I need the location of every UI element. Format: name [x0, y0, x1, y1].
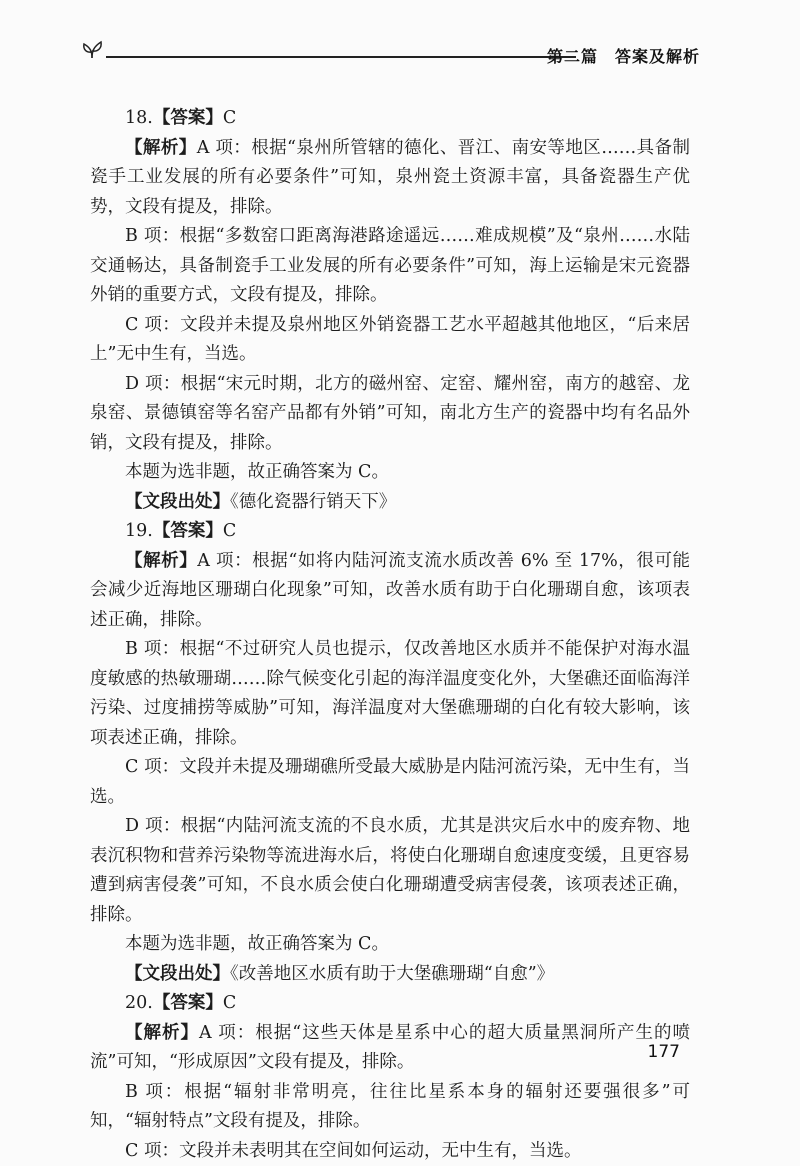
q19-number: 19.: [125, 521, 153, 541]
q20-analysis-a: [90, 1019, 690, 1078]
q18-answer: C: [223, 108, 236, 128]
page-header: [80, 36, 700, 76]
q20-option-b: B 项：根据“辐射非常明亮，往往比星系本身的辐射还要强很多”可知，“辐射特点”文段有提及，排除。: [90, 1078, 690, 1137]
q19-source: 《改善地区水质有助于大堡礁珊瑚“自愈”》: [230, 964, 554, 984]
q18-option-d: D 项：根据“宋元时期，北方的磁州窑、定窑、耀州窑，南方的越窑、龙泉窑、景德镇窑等名窑产品都有外销”可知，南北方生产的瓷器中均有名品外销，文段有提及，排除。: [90, 370, 690, 459]
q18-answer-label: 【答案】: [153, 108, 223, 128]
q19-answer: C: [223, 521, 236, 541]
q20-number: 20.: [125, 993, 153, 1013]
q20-option-c: C 项：文段并未表明其在空间如何运动，无中生有，当选。: [90, 1137, 690, 1166]
q18-analysis-a: [90, 134, 690, 223]
q19-answer-line: [90, 517, 690, 547]
q19-option-c: C 项：文段并未提及珊瑚礁所受最大威胁是内陆河流污染，无中生有，当选。: [90, 753, 690, 812]
answer-content: [90, 104, 690, 1166]
q19-option-b: B 项：根据“不过研究人员也提示，仅改善地区水质并不能保护对海水温度敏感的热敏珊瑚……除气候变化引起的海洋温度变化外，大堡礁还面临海洋污染、过度捕捞等威胁”可知，海洋温度对大堡礁珊瑚的白化有较大影响，该项表述正确，排除。: [90, 635, 690, 753]
q18-option-c: C 项：文段并未提及泉州地区外销瓷器工艺水平超越其他地区，“后来居上”无中生有，当选。: [90, 311, 690, 370]
q20-answer-line: [90, 989, 690, 1019]
q18-number: 18.: [125, 108, 153, 128]
header-rule: [106, 56, 576, 58]
q20-analysis-label: 【解析】: [125, 1023, 199, 1043]
q19-conclusion: 本题为选非题，故正确答案为 C。: [90, 930, 690, 960]
q20-option-a: A 项：根据“这些天体是星系中心的超大质量黑洞所产生的喷流”可知，“形成原因”文段有提及，排除。: [90, 1023, 690, 1073]
q18-source-line: [90, 488, 690, 518]
q19-option-a: A 项：根据“如将内陆河流支流水质改善 6% 至 17%，很可能会减少近海地区珊瑚白化现象”可知，改善水质有助于白化珊瑚自愈，该项表述正确，排除。: [90, 551, 690, 630]
q18-source: 《德化瓷器行销天下》: [230, 492, 396, 512]
q18-option-b: B 项：根据“多数窑口距离海港路途遥远……难成规模”及“泉州……水陆交通畅达，具备制瓷手工业发展的所有必要条件”可知，海上运输是宋元瓷器外销的重要方式，文段有提及，排除。: [90, 222, 690, 311]
q18-answer-line: [90, 104, 690, 134]
q18-source-label: 【文段出处】: [125, 492, 230, 512]
page-number: 177: [648, 1042, 680, 1062]
leaf-sprout-icon: [80, 38, 104, 60]
q20-answer: C: [223, 993, 236, 1013]
q19-answer-label: 【答案】: [153, 521, 223, 541]
q18-conclusion: 本题为选非题，故正确答案为 C。: [90, 458, 690, 488]
q19-analysis-a: [90, 547, 690, 636]
q20-answer-label: 【答案】: [153, 993, 223, 1013]
q19-analysis-label: 【解析】: [125, 551, 197, 571]
q18-option-a: A 项：根据“泉州所管辖的德化、晋江、南安等地区……具备制瓷手工业发展的所有必要条件”可知，泉州瓷土资源丰富，具备瓷器生产优势，文段有提及，排除。: [90, 138, 690, 217]
header-title: 第二篇 答案及解析: [547, 44, 700, 67]
q18-analysis-label: 【解析】: [125, 138, 197, 158]
q19-source-label: 【文段出处】: [125, 964, 230, 984]
q19-option-d: D 项：根据“内陆河流支流的不良水质，尤其是洪灾后水中的废弃物、地表沉积物和营养污染物等流进海水后，将使白化珊瑚自愈速度变缓，且更容易遭到病害侵袭”可知，不良水质会使白化珊瑚遭受病害侵袭，该项表述正确，排除。: [90, 812, 690, 930]
q19-source-line: [90, 960, 690, 990]
